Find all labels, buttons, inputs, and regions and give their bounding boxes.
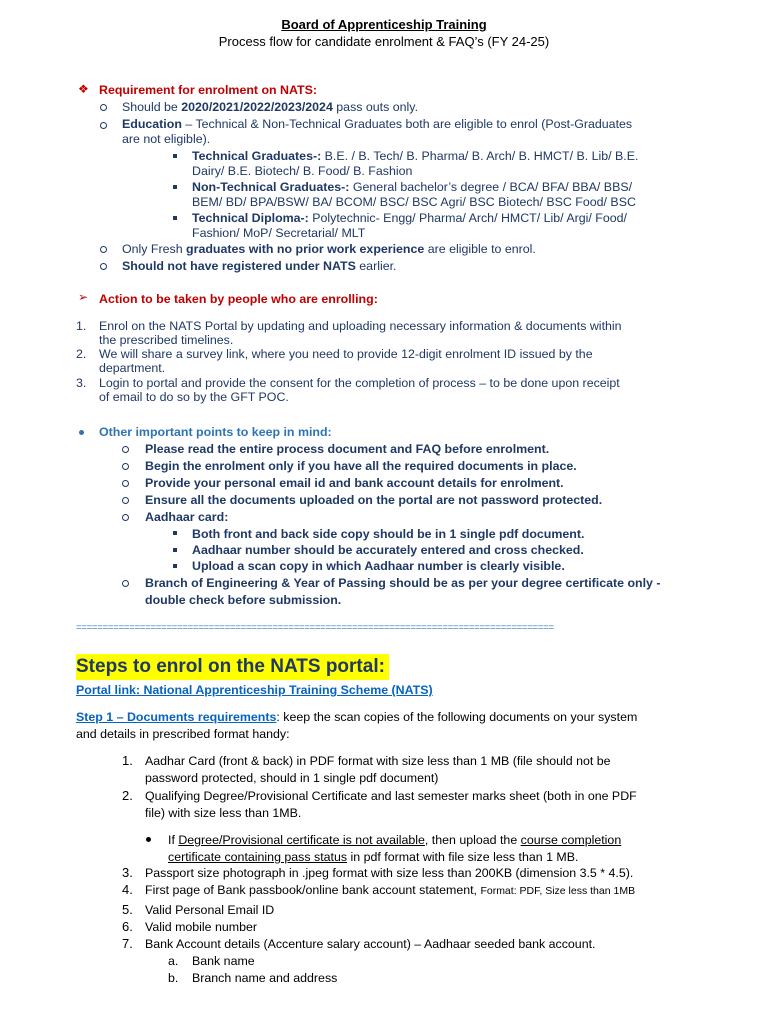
circle-bullet-icon bbox=[122, 463, 129, 470]
doc-7b-letter: b. bbox=[168, 971, 179, 985]
portal-link[interactable]: Portal link: National Apprenticeship Training Scheme (NATS) bbox=[76, 683, 433, 697]
doc-7-text: Bank Account details (Accenture salary account) – Aadhaar seeded bank account. bbox=[145, 937, 596, 951]
step-1-intro: Step 1 – Documents requirements: keep the scan copies of the following documents on your system bbox=[76, 710, 638, 724]
doc-2-number: 2. bbox=[122, 788, 133, 803]
circle-bullet-icon bbox=[122, 446, 129, 453]
step-1-intro-cont: and details in prescribed format handy: bbox=[76, 727, 290, 741]
arrow-bullet-icon: ➢ bbox=[78, 290, 89, 304]
action-1-text: Enrol on the NATS Portal by updating and uploading necessary information & documents within bbox=[99, 319, 622, 333]
step-1-link[interactable]: Step 1 – Documents requirements bbox=[76, 710, 277, 724]
doc-3-number: 3. bbox=[122, 865, 133, 880]
action-2-text-cont: department. bbox=[99, 361, 166, 375]
square-bullet-icon bbox=[173, 531, 177, 535]
doc-5-number: 5. bbox=[122, 902, 133, 917]
doc-1-text: Aadhar Card (front & back) in PDF format with size less than 1 MB (file should not be bbox=[145, 754, 611, 768]
circle-bullet-icon bbox=[100, 263, 107, 270]
square-bullet-icon bbox=[173, 548, 177, 552]
circle-bullet-icon bbox=[100, 104, 107, 111]
circle-bullet-icon bbox=[122, 480, 129, 487]
requirement-passout: Should be 2020/2021/2022/2023/2024 pass outs only. bbox=[122, 100, 419, 114]
requirement-education: Education – Technical & Non-Technical Graduates both are eligible to enrol (Post-Graduates bbox=[122, 117, 633, 131]
doc-2-subpoint-cont: certificate containing pass status in pdf format with file size less than 1 MB. bbox=[168, 850, 579, 864]
square-bullet-icon bbox=[173, 154, 177, 158]
action-1-number: 1. bbox=[76, 319, 87, 333]
doc-4-text: First page of Bank passbook/online bank account statement, Format: PDF, Size less than 1MB bbox=[145, 883, 636, 897]
aadhaar-point-1: Both front and back side copy should be in 1 single pdf document. bbox=[192, 527, 585, 541]
square-bullet-icon bbox=[173, 216, 177, 220]
document-title: Board of Apprenticeship Training bbox=[281, 17, 487, 32]
technical-diploma: Technical Diploma-: Polytechnic- Engg/ Pharma/ Arch/ HMCT/ Lib/ Argi/ Food/ bbox=[192, 211, 627, 225]
doc-2-text: Qualifying Degree/Provisional Certificate and last semester marks sheet (both in one PDF bbox=[145, 789, 637, 803]
square-bullet-icon bbox=[173, 564, 177, 568]
doc-6-text: Valid mobile number bbox=[145, 920, 258, 934]
important-point-4: Ensure all the documents uploaded on the portal are not password protected. bbox=[145, 493, 603, 507]
doc-5-text: Valid Personal Email ID bbox=[145, 903, 275, 917]
important-heading: Other important points to keep in mind: bbox=[99, 425, 332, 439]
requirement-fresh-graduates: Only Fresh graduates with no prior work experience are eligible to enrol. bbox=[122, 242, 536, 256]
circle-bullet-icon bbox=[100, 122, 107, 129]
important-point-aadhaar: Aadhaar card: bbox=[145, 510, 229, 524]
doc-3-text: Passport size photograph in .jpeg format with size less than 200KB (dimension 3.5 * 4.5). bbox=[145, 866, 634, 880]
requirements-heading: Requirement for enrolment on NATS: bbox=[99, 83, 317, 97]
steps-title: Steps to enrol on the NATS portal: bbox=[76, 654, 389, 680]
circle-bullet-icon bbox=[122, 514, 129, 521]
separator-line: ========================================================================================== bbox=[76, 622, 554, 633]
technical-graduates-cont: Dairy/ B.E. Biotech/ B. Food/ B. Fashion bbox=[192, 164, 413, 178]
important-point-2: Begin the enrolment only if you have all the required documents in place. bbox=[145, 459, 577, 473]
important-point-branch: Branch of Engineering & Year of Passing should be as per your degree certificate only - bbox=[145, 576, 661, 590]
doc-1-number: 1. bbox=[122, 753, 133, 768]
doc-6-number: 6. bbox=[122, 919, 133, 934]
action-3-text-cont: of email to do so by the GFT POC. bbox=[99, 390, 289, 404]
aadhaar-point-3: Upload a scan copy in which Aadhaar number is clearly visible. bbox=[192, 559, 565, 573]
circle-bullet-icon bbox=[122, 497, 129, 504]
actions-heading: Action to be taken by people who are enrolling: bbox=[99, 292, 378, 306]
technical-diploma-cont: Fashion/ MoP/ Secretarial/ MLT bbox=[192, 226, 366, 240]
doc-7a-text: Bank name bbox=[192, 954, 255, 968]
action-2-number: 2. bbox=[76, 347, 87, 361]
requirement-not-registered: Should not have registered under NATS earlier. bbox=[122, 259, 397, 273]
important-point-3: Provide your personal email id and bank account details for enrolment. bbox=[145, 476, 564, 490]
circle-bullet-icon bbox=[100, 246, 107, 253]
important-point-branch-cont: double check before submission. bbox=[145, 593, 342, 607]
technical-graduates: Technical Graduates-: B.E. / B. Tech/ B. Pharma/ B. Arch/ B. HMCT/ B. Lib/ B.E. bbox=[192, 149, 639, 163]
action-2-text: We will share a survey link, where you need to provide 12-digit enrolment ID issued by the bbox=[99, 347, 593, 361]
action-1-text-cont: the prescribed timelines. bbox=[99, 333, 234, 347]
doc-2-text-cont: file) with size less than 1MB. bbox=[145, 806, 302, 820]
doc-1-text-cont: password protected, should in 1 single pdf document) bbox=[145, 771, 439, 785]
action-3-number: 3. bbox=[76, 376, 87, 390]
doc-7b-text: Branch name and address bbox=[192, 971, 338, 985]
diamond-bullet-icon: ❖ bbox=[78, 82, 89, 96]
dot-bullet-icon bbox=[146, 837, 151, 842]
doc-7a-letter: a. bbox=[168, 954, 179, 968]
doc-7-number: 7. bbox=[122, 936, 133, 951]
requirement-education-cont: are not eligible). bbox=[122, 132, 211, 146]
circle-bullet-icon bbox=[122, 580, 129, 587]
doc-2-subpoint: If Degree/Provisional certificate is not available, then upload the course completion bbox=[168, 833, 622, 847]
non-technical-graduates: Non-Technical Graduates-: General bachelor’s degree / BCA/ BFA/ BBA/ BBS/ bbox=[192, 180, 633, 194]
square-bullet-icon bbox=[173, 185, 177, 189]
document-subtitle: Process flow for candidate enrolment & FAQ’s (FY 24-25) bbox=[218, 34, 550, 49]
doc-4-number: 4. bbox=[122, 882, 133, 897]
action-3-text: Login to portal and provide the consent for the completion of process – to be done upon receipt bbox=[99, 376, 620, 390]
important-point-1: Please read the entire process document and FAQ before enrolment. bbox=[145, 442, 550, 456]
non-technical-graduates-cont: BEM/ BD/ BPA/BSW/ BA/ BCOM/ BSC/ BSC Agri/ BSC Biotech/ BSC Food/ BSC bbox=[192, 195, 636, 209]
aadhaar-point-2: Aadhaar number should be accurately entered and cross checked. bbox=[192, 543, 584, 557]
blue-dot-bullet-icon bbox=[79, 430, 84, 435]
